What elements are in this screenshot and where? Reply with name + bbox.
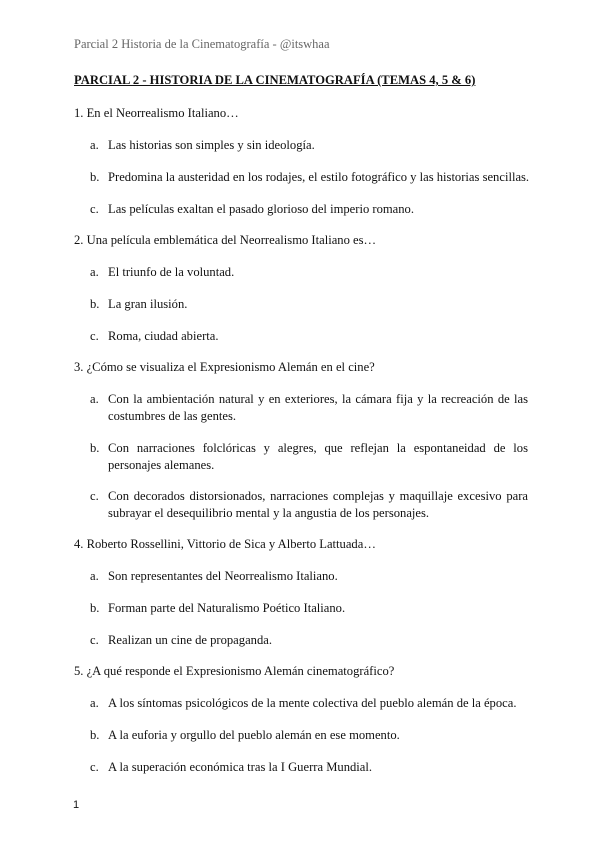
option-letter: b. [90, 601, 100, 615]
option-text: A los síntomas psicológicos de la mente colectiva del pueblo alemán de la época. [108, 696, 517, 710]
option-text: A la euforia y orgullo del pueblo alemán en ese momento. [108, 728, 400, 742]
option-letter: b. [90, 297, 100, 311]
question-3-option-b [90, 440, 528, 473]
question-5-option-a [90, 695, 528, 712]
option-letter: b. [90, 441, 100, 455]
question-1: 1. En el Neorrealismo Italiano… [74, 106, 239, 120]
question-1-option-b [90, 169, 528, 186]
option-letter: c. [90, 329, 99, 343]
option-text: Forman parte del Naturalismo Poético Italiano. [108, 601, 346, 615]
option-letter: c. [90, 202, 99, 216]
question-4-option-b [90, 600, 528, 617]
option-text: Con la ambientación natural y en exteriores, la cámara fija y la recreación de las costumbres de las gentes. [108, 392, 528, 423]
option-text: Realizan un cine de propaganda. [108, 633, 272, 647]
question-2-option-c [90, 328, 528, 345]
running-header: Parcial 2 Historia de la Cinematografía - @itswhaa [74, 37, 330, 51]
option-letter: b. [90, 170, 100, 184]
option-text: Las historias son simples y sin ideología. [108, 138, 315, 152]
option-letter: a. [90, 265, 99, 279]
question-2-option-a [90, 264, 528, 281]
option-letter: b. [90, 728, 100, 742]
question-1-option-a [90, 137, 528, 154]
option-text: Predomina la austeridad en los rodajes, el estilo fotográfico y las historias sencillas. [108, 170, 530, 184]
option-text: Roma, ciudad abierta. [108, 329, 219, 343]
question-5-option-c [90, 759, 528, 776]
option-letter: c. [90, 633, 99, 647]
option-text: La gran ilusión. [108, 297, 188, 311]
question-1-option-c [90, 201, 528, 218]
option-letter: a. [90, 696, 99, 710]
document-title: PARCIAL 2 - HISTORIA DE LA CINEMATOGRAFÍA (TEMAS 4, 5 & 6) [74, 73, 476, 87]
option-text: Son representantes del Neorrealismo Italiano. [108, 569, 338, 583]
option-letter: c. [90, 760, 99, 774]
question-4-option-a [90, 568, 528, 585]
question-4: 4. Roberto Rossellini, Vittorio de Sica y Alberto Lattuada… [74, 537, 376, 551]
option-text: El triunfo de la voluntad. [108, 265, 235, 279]
option-letter: a. [90, 392, 99, 406]
question-4-option-c [90, 632, 528, 649]
question-3: 3. ¿Cómo se visualiza el Expresionismo Alemán en el cine? [74, 360, 375, 374]
option-text: A la superación económica tras la I Guerra Mundial. [108, 760, 373, 774]
question-2-option-b [90, 296, 528, 313]
question-3-option-c [90, 488, 528, 521]
option-letter: c. [90, 489, 99, 503]
option-letter: a. [90, 138, 99, 152]
question-3-option-a [90, 391, 528, 424]
question-5: 5. ¿A qué responde el Expresionismo Alemán cinematográfico? [74, 664, 395, 678]
question-5-option-b [90, 727, 528, 744]
option-text: Con decorados distorsionados, narraciones complejas y maquillaje excesivo para subrayar el desequilibrio mental y la angustia de los personajes. [108, 489, 528, 520]
option-letter: a. [90, 569, 99, 583]
option-text: Con narraciones folclóricas y alegres, que reflejan la espontaneidad de los personajes alemanes. [108, 441, 528, 472]
option-text: Las películas exaltan el pasado glorioso del imperio romano. [108, 202, 415, 216]
question-2: 2. Una película emblemática del Neorrealismo Italiano es… [74, 233, 377, 247]
page-number: 1 [73, 799, 80, 811]
